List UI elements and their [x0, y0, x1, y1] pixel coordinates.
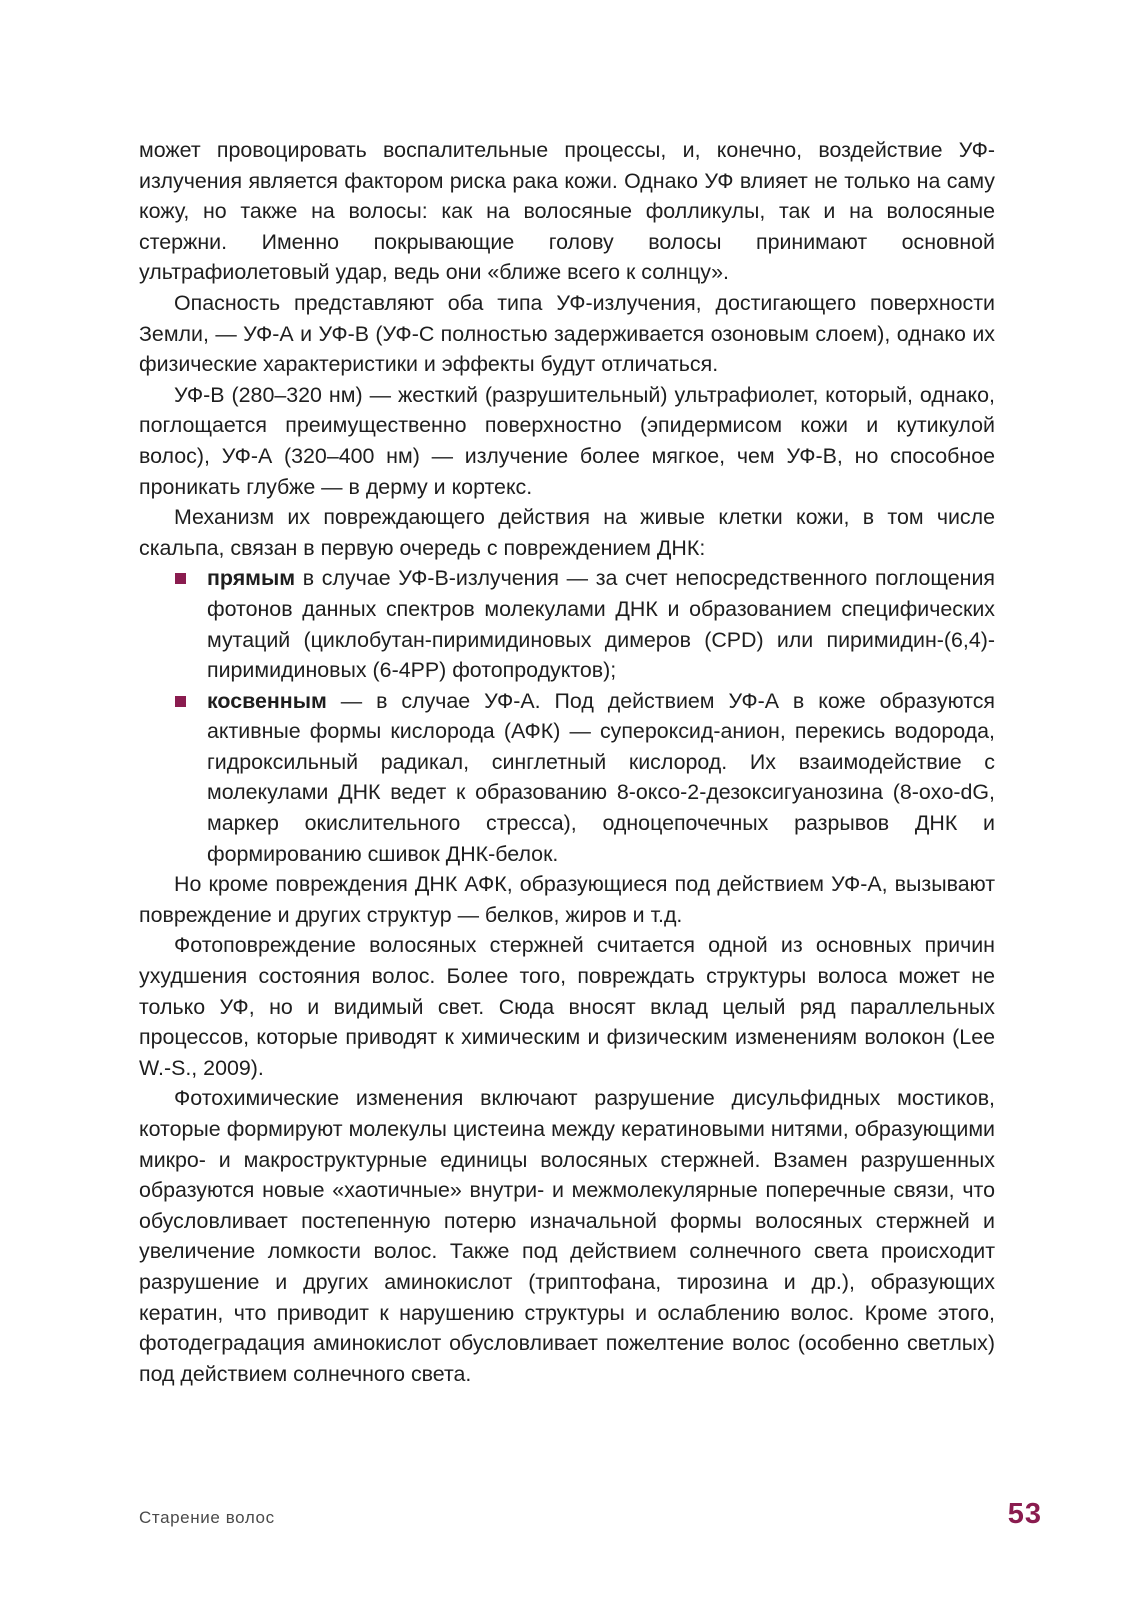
bullet-text: — в случае УФ-А. Под действием УФ-А в коже образуются активные формы кислорода (АФК) — супероксид-анион, перекись водорода, гидроксильный радикал, синглетный кислород. Их взаимодействие с молекулами ДНК ведет к образованию 8-оксо-2-дезоксигуанозина (8-oxo-dG, маркер окислительного стресса), одноцепочечных разрывов ДНК и формированию сшивок ДНК-белок. — [207, 688, 995, 866]
list-item — [139, 563, 995, 685]
bullet-list — [139, 563, 995, 869]
square-bullet-icon — [175, 573, 186, 584]
paragraph: УФ-В (280–320 нм) — жесткий (разрушительный) ультрафиолет, который, однако, поглощается преимущественно поверхностно (эпидермисом кожи и кутикулой волос), УФ-А (320–400 нм) — излучение более мягкое, чем УФ-В, но способное проникать глубже — в дерму и кортекс. — [139, 382, 995, 499]
body-text — [139, 135, 995, 1389]
paragraph: Механизм их повреждающего действия на живые клетки кожи, в том числе скальпа, связан в первую очередь с повреждением ДНК: — [139, 505, 995, 560]
square-bullet-icon — [175, 696, 186, 707]
page-number: 53 — [1007, 1498, 1042, 1530]
bullet-term: прямым — [207, 566, 296, 591]
bullet-text: в случае УФ-В-излучения — за счет непосредственного поглощения фотонов данных спектров молекулами ДНК и образованием специфических мутаций (циклобутан-пиримидиновых димеров (CPD) или пиримидин-(6,4)-пиримидиновых (6-4PP) фотопродуктов); — [207, 566, 995, 683]
paragraph: Фотохимические изменения включают разрушение дисульфидных мостиков, которые формируют молекулы цистеина между кератиновыми нитями, образующими микро- и макроструктурные единицы волосяных стержней. Взамен разрушенных образуются новые «хаотичные» внутри- и межмолекулярные поперечные связи, что обусловливает постепенную потерю изначальной формы волосяных стержней и увеличение ломкости волос. Также под действием солнечного света происходит разрушение и других аминокислот (триптофана, тирозина и др.), образующих кератин, что приводит к нарушению структуры и ослаблению волос. Кроме этого, фотодеградация аминокислот обусловливает пожелтение волос (особенно светлых) под действием солнечного света. — [139, 1086, 995, 1386]
running-title: Старение волос — [139, 1508, 275, 1527]
paragraph: может провоцировать воспалительные процессы, и, конечно, воздействие УФ-излучения является фактором риска рака кожи. Однако УФ влияет не только на саму кожу, но также на волосы: как на волосяные фолликулы, так и на волосяные стержни. Именно покрывающие голову волосы принимают основной ультрафиолетовый удар, ведь они «ближе всего к солнцу». — [139, 138, 995, 285]
paragraph: Опасность представляют оба типа УФ-излучения, достигающего поверхности Земли, — УФ-А и УФ-В (УФ-С полностью задерживается озоновым слоем), однако их физические характеристики и эффекты будут отличаться. — [139, 290, 995, 377]
bullet-term: косвенным — [207, 688, 327, 713]
paragraph: Но кроме повреждения ДНК АФК, образующиеся под действием УФ-А, вызывают повреждение и других структур — белков, жиров и т.д. — [139, 872, 995, 927]
paragraph: Фотоповреждение волосяных стержней считается одной из основных причин ухудшения состояния волос. Более того, повреждать структуры волоса может не только УФ, но и видимый свет. Сюда вносят вклад целый ряд параллельных процессов, которые приводят к химическим и физическим изменениям волокон (Lee W.-S., 2009). — [139, 933, 995, 1080]
list-item — [139, 686, 995, 870]
